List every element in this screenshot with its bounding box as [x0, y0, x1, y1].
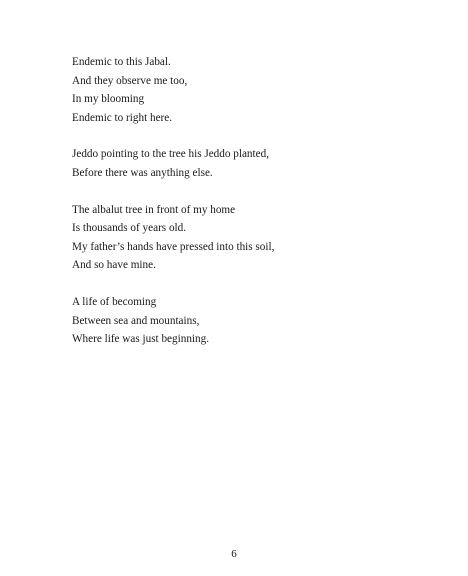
poem-line: Endemic to this Jabal.: [72, 56, 171, 68]
poem-line: My father’s hands have pressed into this soil,: [72, 240, 275, 253]
poem-line: And they observe me too,: [72, 74, 188, 87]
poem-line: Between sea and mountains,: [72, 314, 200, 327]
stanza-4: [72, 293, 402, 349]
poem-line: Before there was anything else.: [72, 166, 213, 179]
poem-line: In my blooming: [72, 93, 145, 106]
page-number: 6: [231, 548, 237, 560]
poem-line: Jeddo pointing to the tree his Jeddo planted,: [72, 148, 269, 161]
poem-line: Is thousands of years old.: [72, 222, 187, 235]
stanza-2: [72, 145, 402, 182]
poem-line: Where life was just beginning.: [72, 333, 210, 346]
poem-line: And so have mine.: [72, 259, 156, 272]
poem-line: The albalut tree in front of my home: [72, 203, 236, 216]
poem-line: Endemic to right here.: [72, 111, 173, 124]
poem-line: A life of becoming: [72, 295, 157, 308]
stanza-1: [72, 53, 402, 127]
poem-body: [72, 53, 402, 367]
stanza-3: [72, 201, 402, 275]
